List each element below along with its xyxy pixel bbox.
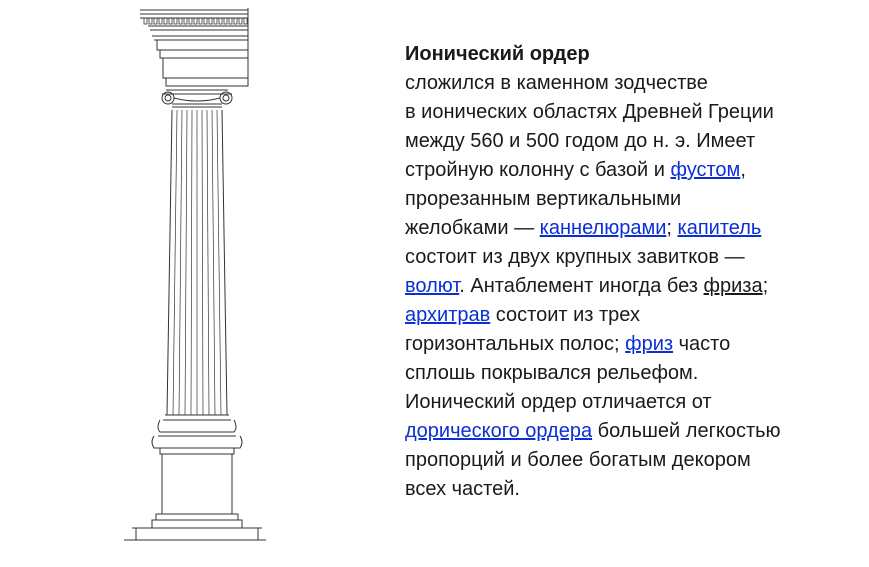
text-segment: ; xyxy=(762,275,769,297)
text-line xyxy=(405,127,845,156)
term-link[interactable]: каннелюрами xyxy=(539,217,667,239)
text-segment: пропорций и более богатым декором xyxy=(405,449,751,471)
text-line xyxy=(405,214,845,243)
text-line xyxy=(405,243,845,272)
text-segment: горизонтальных полос; xyxy=(405,333,626,355)
text-segment: сложился в каменном зодчестве xyxy=(405,72,708,94)
term-link[interactable]: волют xyxy=(405,275,460,297)
page-title: Ионический ордер xyxy=(405,43,590,65)
text-segment: , xyxy=(740,159,746,181)
term-link[interactable]: капитель xyxy=(677,217,762,239)
text-line xyxy=(405,185,845,214)
text-segment: сплошь покрывался рельефом. xyxy=(405,362,699,384)
text-line xyxy=(405,359,845,388)
text-line xyxy=(405,69,845,98)
text-segment: прорезанным вертикальными xyxy=(405,188,682,210)
text-segment: состоит из трех xyxy=(490,304,640,326)
text-segment: всех частей. xyxy=(405,478,520,500)
ionic-column-icon xyxy=(120,0,270,545)
text-segment: желобками — xyxy=(405,217,540,239)
text-line xyxy=(405,330,845,359)
description-text xyxy=(405,40,845,504)
text-line xyxy=(405,388,845,417)
text-line xyxy=(405,446,845,475)
text-segment: Ионический ордер отличается от xyxy=(405,391,712,413)
text-line xyxy=(405,156,845,185)
text-line xyxy=(405,301,845,330)
text-segment: . Антаблемент иногда без xyxy=(459,275,704,297)
text-segment: фриза xyxy=(703,275,763,297)
text-segment: стройную колонну с базой и xyxy=(405,159,671,181)
term-link[interactable]: фустом xyxy=(670,159,741,181)
term-link[interactable]: архитрав xyxy=(405,304,491,326)
text-segment: большей легкостью xyxy=(592,420,781,442)
text-line xyxy=(405,272,845,301)
text-line xyxy=(405,417,845,446)
text-line xyxy=(405,98,845,127)
term-link[interactable]: дорического ордера xyxy=(405,420,593,442)
text-segment: между 560 и 500 годом до н. э. Имеет xyxy=(405,130,756,152)
paragraph xyxy=(405,69,845,504)
term-link[interactable]: фриз xyxy=(625,333,674,355)
text-line xyxy=(405,475,845,504)
text-segment: часто xyxy=(673,333,731,355)
text-segment: в ионических областях Древней Греции xyxy=(405,101,774,123)
text-segment: ; xyxy=(666,217,678,239)
text-segment: состоит из двух крупных завитков — xyxy=(405,246,745,268)
